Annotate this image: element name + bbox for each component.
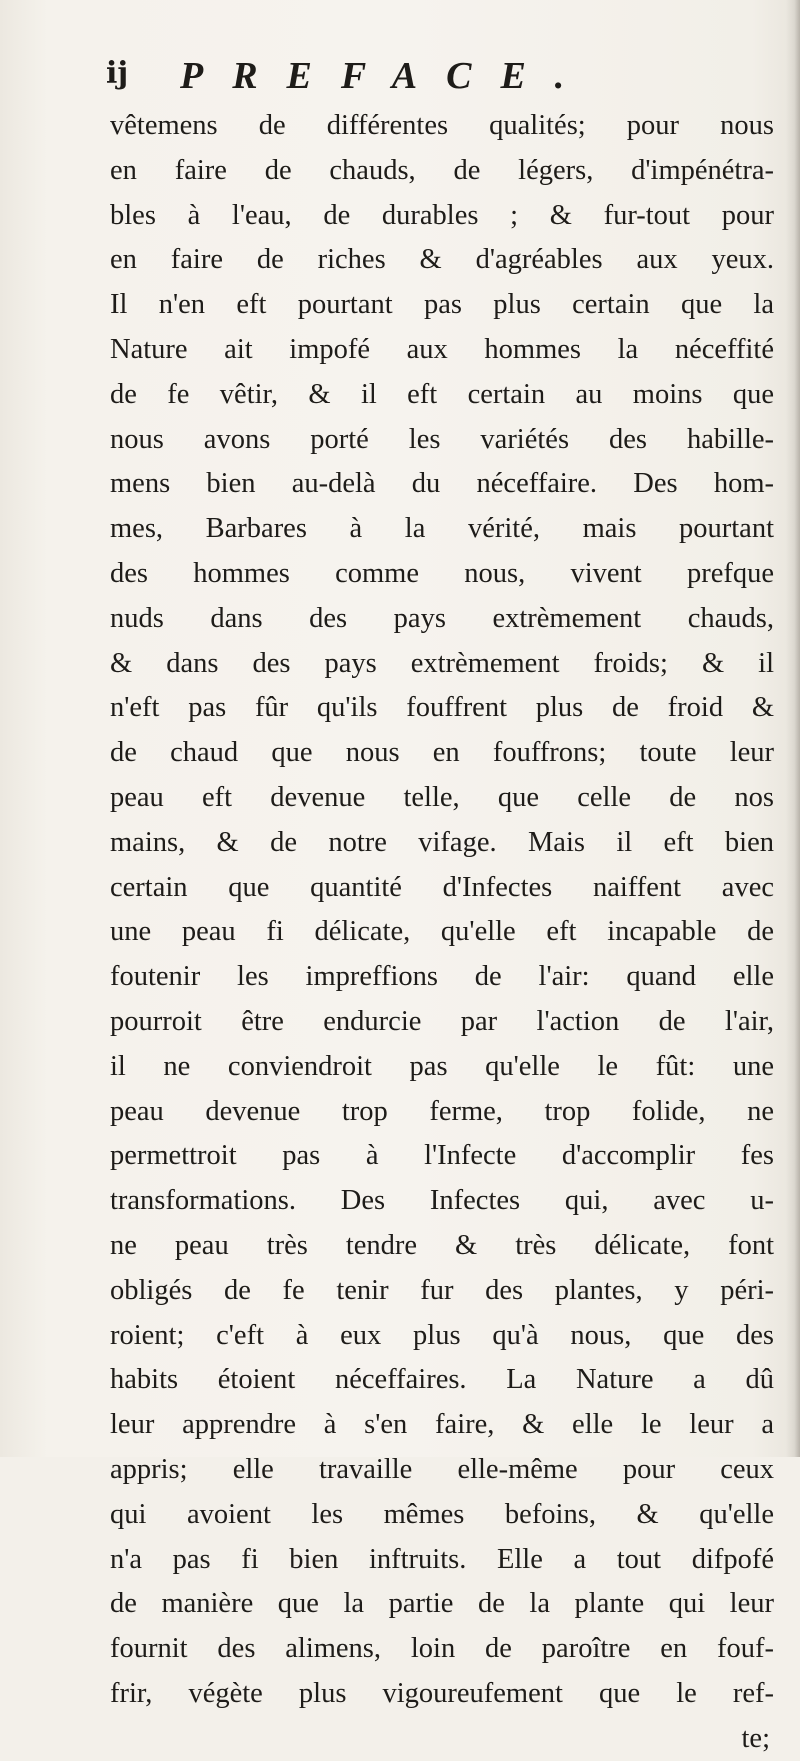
catchword: te; bbox=[741, 1722, 770, 1754]
text-line: mains, & de notre vifage. Mais il eft bien bbox=[110, 826, 774, 858]
text-line: appris; elle travaille elle-même pour ceux bbox=[110, 1453, 774, 1485]
text-line: des hommes comme nous, vivent prefque bbox=[110, 557, 774, 589]
folio: ij bbox=[106, 56, 129, 91]
text-line: une peau fi délicate, qu'elle eft incapable de bbox=[110, 916, 774, 948]
text-line: il ne conviendroit pas qu'elle le fût: une bbox=[110, 1050, 774, 1082]
text-line: & dans des pays extrèmement froids; & il bbox=[110, 647, 774, 679]
text-line: ne peau très tendre & très délicate, font bbox=[110, 1229, 774, 1261]
text-line: qui avoient les mêmes befoins, & qu'elle bbox=[110, 1498, 774, 1530]
text-line: en faire de chauds, de légers, d'impénétra- bbox=[110, 154, 774, 186]
body-text bbox=[110, 104, 774, 1761]
text-line: frir, végète plus vigoureufement que le ref- bbox=[110, 1677, 774, 1709]
text-line: pourroit être endurcie par l'action de l'air, bbox=[110, 1005, 774, 1037]
text-line: en faire de riches & d'agréables aux yeux. bbox=[110, 244, 774, 276]
text-line: vêtemens de différentes qualités; pour nous bbox=[110, 110, 774, 141]
page-header bbox=[106, 54, 746, 98]
text-line: habits étoient néceffaires. La Nature a dû bbox=[110, 1364, 774, 1396]
text-line: nuds dans des pays extrèmement chauds, bbox=[110, 602, 774, 634]
text-line: certain que quantité d'Infectes naiffent avec bbox=[110, 871, 774, 903]
text-line: nous avons porté les variétés des habille- bbox=[110, 423, 774, 455]
text-line: permettroit pas à l'Infecte d'accomplir fes bbox=[110, 1140, 774, 1172]
text-line: de manière que la partie de la plante qui leur bbox=[110, 1588, 774, 1620]
running-title: PREFACE. bbox=[180, 55, 594, 97]
text-line: transformations. Des Infectes qui, avec u- bbox=[110, 1185, 774, 1217]
text-line: leur apprendre à s'en faire, & elle le leur a bbox=[110, 1409, 774, 1441]
text-line: peau devenue trop ferme, trop folide, ne bbox=[110, 1095, 774, 1127]
text-line: fournit des alimens, loin de paroître en fouf- bbox=[110, 1633, 774, 1665]
text-line: Il n'en eft pourtant pas plus certain que la bbox=[110, 289, 774, 321]
text-line: de chaud que nous en fouffrons; toute leur bbox=[110, 737, 774, 769]
text-line: Nature ait impofé aux hommes la néceffité bbox=[110, 333, 774, 365]
text-line: de fe vêtir, & il eft certain au moins que bbox=[110, 378, 774, 410]
text-line: roient; c'eft à eux plus qu'à nous, que des bbox=[110, 1319, 774, 1351]
text-line: obligés de fe tenir fur des plantes, y péri- bbox=[110, 1274, 774, 1306]
page-edge-shadow bbox=[786, 0, 800, 1457]
text-line: n'eft pas fûr qu'ils fouffrent plus de froid & bbox=[110, 692, 774, 724]
text-line: n'a pas fi bien inftruits. Elle a tout difpofé bbox=[110, 1543, 774, 1575]
text-line: foutenir les impreffions de l'air: quand elle bbox=[110, 961, 774, 993]
text-line: mes, Barbares à la vérité, mais pourtant bbox=[110, 513, 774, 545]
text-line: peau eft devenue telle, que celle de nos bbox=[110, 781, 774, 813]
text-line: mens bien au-delà du néceffaire. Des hom- bbox=[110, 468, 774, 500]
text-line: bles à l'eau, de durables ; & fur-tout pour bbox=[110, 199, 774, 231]
